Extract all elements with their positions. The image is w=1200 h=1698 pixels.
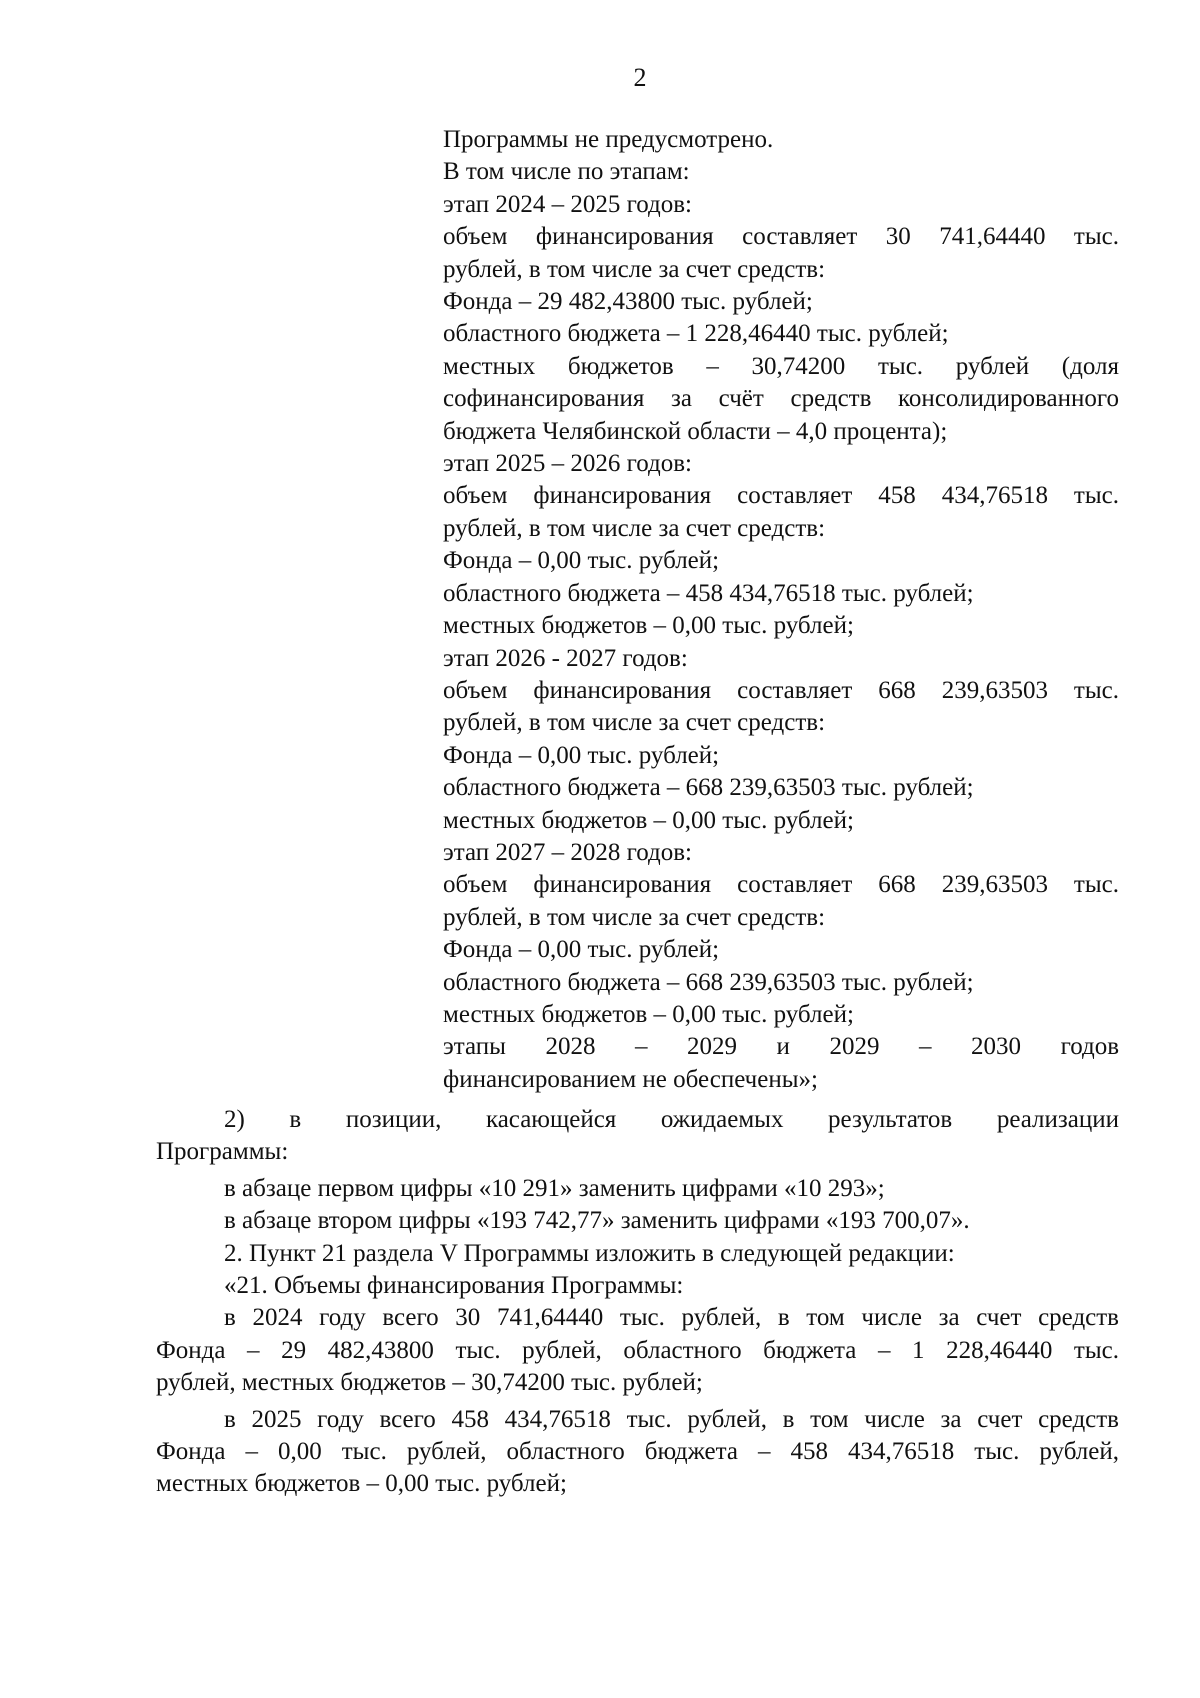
financing-stages-column	[443, 124, 1119, 1096]
text-line: этап 2025 – 2026 годов:	[443, 450, 692, 478]
text-line: рублей, в том числе за счет средств:	[443, 514, 826, 542]
text-line: в 2025 году всего 458 434,76518 тыс. рублей, в том числе за счет средств	[224, 1405, 1119, 1433]
text-line: 2. Пункт 21 раздела V Программы изложить в следующей редакции:	[224, 1239, 955, 1267]
amendment-body	[156, 1104, 1119, 1501]
text-line: Фонда – 29 482,43800 тыс. рублей, областного бюджета – 1 228,46440 тыс.	[156, 1336, 1119, 1364]
text-line: объем финансирования составляет 668 239,63503 тыс.	[443, 676, 1119, 704]
text-line: этап 2024 – 2025 годов:	[443, 190, 692, 218]
text-line: Фонда – 0,00 тыс. рублей;	[443, 936, 720, 964]
text-line: областного бюджета – 668 239,63503 тыс. рублей;	[443, 968, 974, 996]
text-line: в 2024 году всего 30 741,64440 тыс. рублей, в том числе за счет средств	[224, 1304, 1119, 1332]
text-line: объем финансирования составляет 30 741,64440 тыс.	[443, 223, 1119, 251]
text-line: Фонда – 0,00 тыс. рублей;	[443, 547, 720, 575]
text-line: областного бюджета – 1 228,46440 тыс. рублей;	[443, 320, 949, 348]
text-line: в абзаце втором цифры «193 742,77» заменить цифрами «193 700,07».	[224, 1207, 970, 1235]
text-line: местных бюджетов – 30,74200 тыс. рублей (доля	[443, 352, 1119, 380]
text-line: местных бюджетов – 0,00 тыс. рублей;	[156, 1470, 567, 1498]
text-line: Фонда – 0,00 тыс. рублей;	[443, 741, 720, 769]
text-line: областного бюджета – 668 239,63503 тыс. рублей;	[443, 774, 974, 802]
text-line: этапы 2028 – 2029 и 2029 – 2030 годов	[443, 1033, 1119, 1061]
text-line: местных бюджетов – 0,00 тыс. рублей;	[443, 806, 854, 834]
text-line: рублей, в том числе за счет средств:	[443, 709, 826, 737]
text-line: 2) в позиции, касающейся ожидаемых результатов реализации	[224, 1106, 1119, 1133]
text-line: финансированием не обеспечены»;	[443, 1065, 818, 1093]
text-line: в абзаце первом цифры «10 291» заменить цифрами «10 293»;	[224, 1174, 885, 1202]
text-line: Фонда – 29 482,43800 тыс. рублей;	[443, 288, 813, 316]
text-line: Программы не предусмотрено.	[443, 126, 774, 153]
text-line: Программы:	[156, 1138, 289, 1166]
text-line: В том числе по этапам:	[443, 158, 690, 186]
text-line: этап 2026 - 2027 годов:	[443, 644, 688, 672]
text-line: «21. Объемы финансирования Программы:	[224, 1272, 684, 1300]
text-line: рублей, в том числе за счет средств:	[443, 255, 826, 283]
page-number: 2	[633, 63, 647, 92]
text-line: объем финансирования составляет 458 434,76518 тыс.	[443, 482, 1119, 510]
text-line: бюджета Челябинской области – 4,0 процента);	[443, 417, 948, 445]
text-line: этап 2027 – 2028 годов:	[443, 838, 692, 866]
text-line: местных бюджетов – 0,00 тыс. рублей;	[443, 1000, 854, 1028]
text-line: рублей, в том числе за счет средств:	[443, 903, 826, 931]
text-line: областного бюджета – 458 434,76518 тыс. рублей;	[443, 579, 974, 607]
text-line: местных бюджетов – 0,00 тыс. рублей;	[443, 612, 854, 640]
text-line: софинансирования за счёт средств консолидированного	[443, 385, 1119, 413]
text-line: Фонда – 0,00 тыс. рублей, областного бюджета – 458 434,76518 тыс. рублей,	[156, 1438, 1119, 1466]
text-line: рублей, местных бюджетов – 30,74200 тыс. рублей;	[156, 1369, 703, 1397]
text-line: объем финансирования составляет 668 239,63503 тыс.	[443, 871, 1119, 899]
